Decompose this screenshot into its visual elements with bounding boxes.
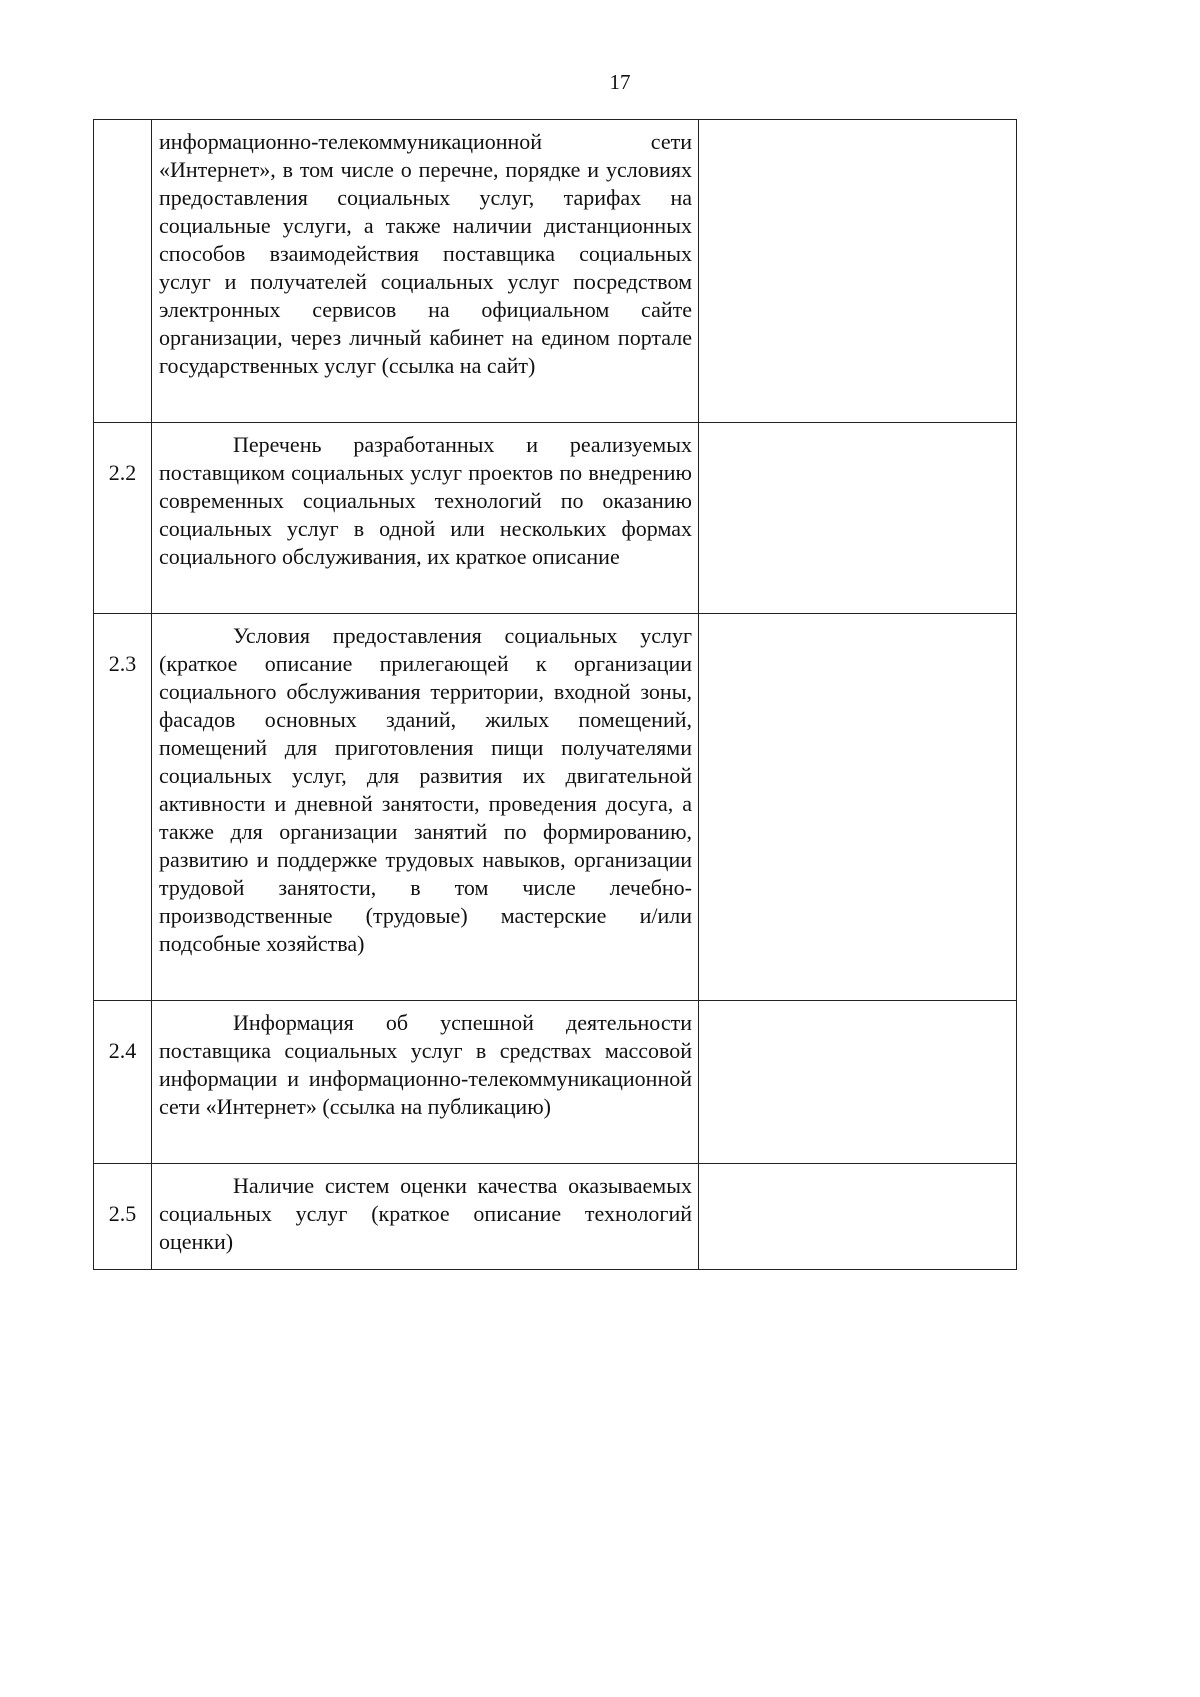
row-value-cell	[699, 1164, 1017, 1270]
table-row	[94, 423, 1017, 614]
row-text-cell	[152, 1164, 699, 1270]
criteria-table	[93, 119, 1017, 1270]
table-row	[94, 120, 1017, 423]
row-text-cell	[152, 614, 699, 1001]
row-number: 2.5	[108, 1201, 137, 1226]
row-number: 2.2	[108, 460, 137, 485]
row-text: информационно-телекоммуникационной сети «Интернет», в том числе о перечне, порядке и условиях предоставления социальных услуг, тарифах на социальные услуги, а также наличии дистанционных способов взаимодействия поставщика социальных услуг и получателей социальных услуг посредством электронных сервисов на официальном сайте организации, через личный кабинет на едином портале государственных услуг (ссылка на сайт)	[159, 129, 692, 378]
row-value-cell	[699, 1001, 1017, 1164]
table-row	[94, 614, 1017, 1001]
row-number-cell	[94, 1001, 152, 1164]
row-value-cell	[699, 120, 1017, 423]
row-text-cell	[152, 120, 699, 423]
row-text-cell	[152, 423, 699, 614]
table-row	[94, 1164, 1017, 1270]
row-text: Наличие систем оценки качества оказываемых социальных услуг (краткое описание технологий оценки)	[159, 1173, 692, 1254]
row-text: Условия предоставления социальных услуг (краткое описание прилегающей к организации социального обслуживания территории, входной зоны, фасадов основных зданий, жилых помещений, помещений для приготовления пищи получателями социальных услуг, для развития их двигательной активности и дневной занятости, проведения досуга, а также для организации занятий по формированию, развитию и поддержке трудовых навыков, организации трудовой занятости, в том числе лечебно-производственные (трудовые) мастерские и/или подсобные хозяйства)	[159, 623, 692, 956]
row-value-cell	[699, 614, 1017, 1001]
table-row	[94, 1001, 1017, 1164]
page-number: 17	[609, 70, 631, 94]
row-number-cell	[94, 423, 152, 614]
row-text: Перечень разработанных и реализуемых поставщиком социальных услуг проектов по внедрению современных социальных технологий по оказанию социальных услуг в одной или нескольких формах социального обслуживания, их краткое описание	[159, 432, 692, 569]
row-number-cell	[94, 120, 152, 423]
row-number: 2.4	[108, 1038, 137, 1063]
row-value-cell	[699, 423, 1017, 614]
row-text: Информация об успешной деятельности поставщика социальных услуг в средствах массовой информации и информационно-телекоммуникационной сети «Интернет» (ссылка на публикацию)	[159, 1010, 692, 1119]
row-number-cell	[94, 1164, 152, 1270]
row-number: 2.3	[108, 651, 137, 676]
row-text-cell	[152, 1001, 699, 1164]
row-number-cell	[94, 614, 152, 1001]
